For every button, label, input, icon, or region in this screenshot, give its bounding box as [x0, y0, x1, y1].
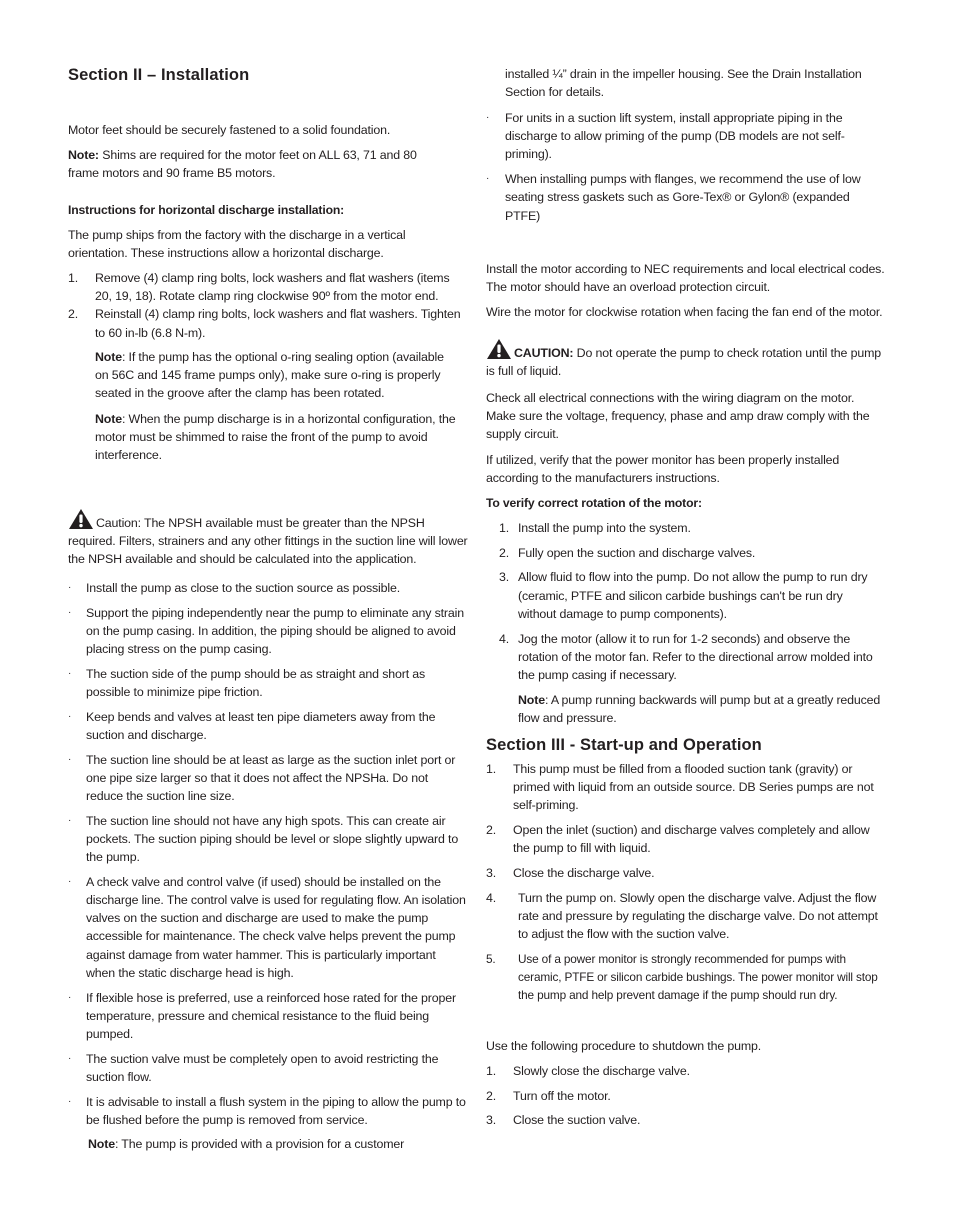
list-item: · Install the pump as close to the suction source as possible. — [68, 581, 401, 595]
npsh-caution: Caution: The NPSH available must be greater than the NPSH required. Filters, strainers and any other fittings in the suction line will lower the NPSH available and should be calculated into the application. — [68, 508, 468, 569]
list-item: · When installing pumps with flanges, we recommend the use of low seating stress gaskets such as Gore-Tex® or Gylon® (expanded PTFE) — [486, 172, 861, 223]
wire-text: Wire the motor for clockwise rotation when facing the fan end of the motor. — [486, 305, 883, 319]
piping-bullets — [486, 109, 886, 225]
note-label: Note: — [68, 148, 99, 162]
list-item: · The suction valve must be completely open to avoid restricting the suction flow. — [68, 1051, 439, 1084]
horizontal-config-note: Note: When the pump discharge is in a horizontal configuration, the motor must be shimmed to raise the front of the pump to avoid interference. — [95, 412, 456, 463]
list-item: · A check valve and control valve (if used) should be installed on the discharge line. The control valve is used for regulating flow. An isolation valves on the suction and discharge are used to make the pump accessible for maintenance. The check valve helps prevent the pump against damage from water hammer. This is particularly important when the static discharge head is high. — [68, 874, 466, 980]
list-item: 3. Close the suction valve. — [486, 1113, 641, 1128]
list-item: · The suction line should be at least as large as the suction inlet port or one pipe size larger so that it does not affect the NPSHa. Do not reduce the suction line size. — [68, 752, 456, 804]
list-item: 2. Turn off the motor. — [486, 1088, 611, 1103]
list-item: 3. Allow fluid to flow into the pump. Do not allow the pump to run dry (ceramic, PTFE and silicon carbide bushings can't be run dry without damage to pump components). — [499, 570, 868, 621]
list-item: 3. Close the discharge valve. — [486, 866, 655, 881]
list-item: · It is advisable to install a flush system in the piping to allow the pump to be flushed before the pump is removed from service. — [68, 1094, 466, 1127]
drain-continuation: installed ¼” drain in the impeller housing. See the Drain Installation Section for details. — [505, 67, 862, 100]
nec-text: Install the motor according to NEC requirements and local electrical codes. The motor should have an overload protection circuit. — [486, 262, 885, 295]
horizontal-intro: The pump ships from the factory with the discharge in a vertical orientation. These instructions allow a horizontal discharge. — [68, 228, 406, 261]
rotation-heading: To verify correct rotation of the motor: — [486, 496, 702, 510]
note-text: Shims are required for the motor feet on ALL 63, 71 and 80 frame motors and 90 frame B5 motors. — [68, 148, 417, 181]
section-3-heading: Section III - Start-up and Operation — [486, 736, 762, 754]
list-item: 1. Remove (4) clamp ring bolts, lock washers and flat washers (items 20, 19, 18). Rotate clamp ring clockwise 90º from the motor end. — [68, 271, 450, 304]
power-monitor-text: If utilized, verify that the power monitor has been properly installed according to the manufacturers instructions. — [486, 453, 840, 486]
list-item: 2. Reinstall (4) clamp ring bolts, lock washers and flat washers. Tighten to 60 in-lb (6.8 N-m). — [68, 307, 461, 340]
list-item: 5. Use of a power monitor is strongly recommended for pumps with ceramic, PTFE or silicon carbide bushings. The power monitor will stop the pump and help prevent damage if the pump should run dry. — [486, 951, 878, 1003]
suction-bullets — [68, 579, 466, 1154]
warning-triangle-icon — [486, 338, 512, 360]
shim-note — [68, 146, 448, 182]
list-item: 2. Open the inlet (suction) and discharge valves completely and allow the pump to fill with liquid. — [486, 823, 870, 856]
list-item: · Support the piping independently near the pump to eliminate any strain on the pump casing. In addition, the piping should be aligned to avoid placing stress on the pump casing. — [68, 605, 464, 657]
startup-steps — [486, 760, 886, 1004]
list-item: · The suction side of the pump should be as straight and short as possible to minimize pipe friction. — [68, 666, 426, 700]
warning-triangle-icon — [68, 508, 94, 530]
rotation-steps — [499, 519, 884, 727]
list-item: 1. Slowly close the discharge valve. — [486, 1064, 690, 1078]
motor-feet-text: Motor feet should be securely fastened to a solid foundation. — [68, 123, 391, 137]
electrical-check-text: Check all electrical connections with the wiring diagram on the motor. Make sure the voltage, frequency, phase and amp draw comply with the supply circuit. — [486, 391, 870, 442]
horizontal-discharge-heading: Instructions for horizontal discharge installation: — [68, 203, 345, 217]
list-item: · The suction line should not have any high spots. This can create air pockets. The suction piping should be level or slope slightly upward to the pump. — [68, 813, 459, 865]
list-item: 1. This pump must be filled from a flooded suction tank (gravity) or primed with liquid from an outside source. DB Series pumps are not self-priming. — [486, 762, 874, 813]
shutdown-intro: Use the following procedure to shutdown the pump. — [486, 1039, 762, 1053]
list-item: 1. Install the pump into the system. — [499, 521, 691, 535]
list-item: 4. Turn the pump on. Slowly open the discharge valve. Adjust the flow rate and pressure by regulating the discharge valve. Do not attempt to adjust the flow with the suction valve. — [486, 890, 878, 942]
horizontal-steps — [68, 269, 466, 342]
list-item: 4. Jog the motor (allow it to run for 1-2 seconds) and observe the rotation of the motor fan. Refer to the directional arrow molded into the pump casing if necessary. — [499, 631, 873, 682]
backwards-note: Note: A pump running backwards will pump but at a greatly reduced flow and pressure. — [518, 692, 881, 725]
shutdown-steps — [486, 1062, 886, 1130]
list-item: · Keep bends and valves at least ten pipe diameters away from the suction and discharge. — [68, 709, 436, 742]
list-item: · If flexible hose is preferred, use a reinforced hose rated for the proper temperature, pressure and chemical resistance to the fluid being pumped. — [68, 990, 456, 1041]
drain-provision-note: Note: The pump is provided with a provision for a customer — [88, 1137, 405, 1152]
o-ring-note: Note: If the pump has the optional o-ring sealing option (available on 56C and 145 frame pumps only), make sure o-ring is properly seated in the groove after the clamp has been rotated. — [95, 350, 444, 401]
rotation-caution: CAUTION: Do not operate the pump to check rotation until the pump is full of liquid. — [486, 338, 886, 380]
section-2-heading: Section II – Installation — [68, 66, 250, 84]
list-item: · For units in a suction lift system, install appropriate piping in the discharge to allow priming of the pump (DB models are not self-priming). — [486, 111, 845, 162]
list-item: 2. Fully open the suction and discharge valves. — [499, 545, 756, 560]
